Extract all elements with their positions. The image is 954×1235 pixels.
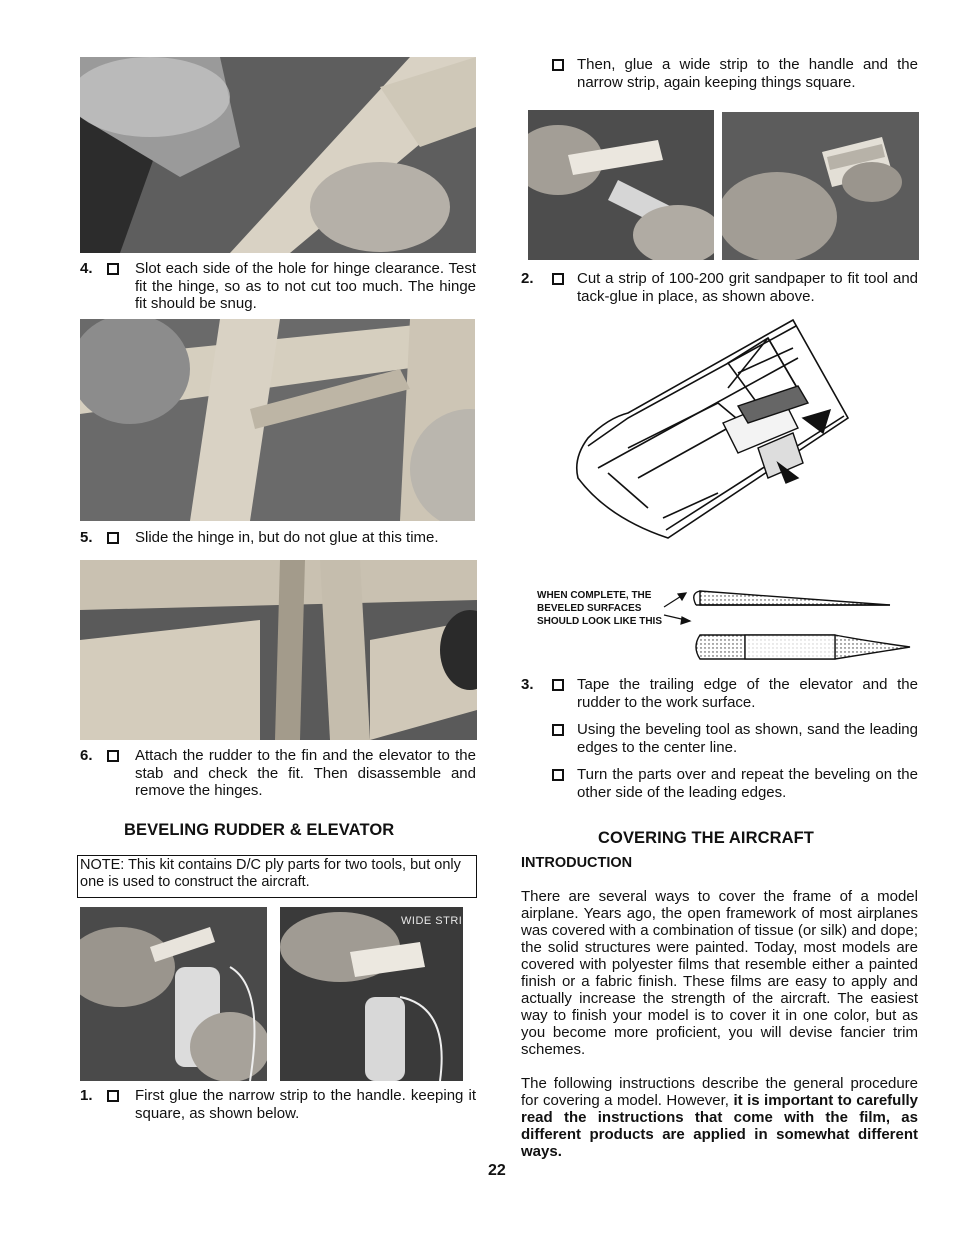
checkbox-icon[interactable] [107, 532, 119, 544]
photo-slotting-hinge [80, 57, 476, 253]
checkbox-icon[interactable] [107, 263, 119, 275]
step-text: Slot each side of the hole for hinge clearance. Test fit the hinge, so as to not cut too much. The hinge fit should be snug. [135, 260, 476, 312]
step-5 [80, 529, 476, 547]
substep-using-beveling-tool [550, 721, 918, 756]
checkbox-icon[interactable] [552, 724, 564, 736]
step-number: 4. [80, 260, 93, 277]
step-text: First glue the narrow strip to the handle. keeping it square, as shown below. [135, 1087, 476, 1122]
step-6 [80, 747, 476, 800]
photo-rudder-fit [80, 560, 477, 740]
step-number: 2. [521, 270, 534, 287]
step-text: Then, glue a wide strip to the handle and the narrow strip, again keeping things square. [577, 56, 918, 91]
step-2 [521, 270, 918, 305]
photo-glue-wide-strip [280, 907, 463, 1081]
paragraph-intro: There are several ways to cover the frame of a model airplane. Years ago, the open framework of most airplanes was covered with a combination of tissue (or silk) and dope; the solid structures were painted. Today, most models are covered with polyester films that resemble either a painted finish or a fabric finish. These films are easy to apply and actually increase the strength of the aircraft. The easiest way to finish your model is to cover it in one color, but as you become more proficient, you will devise fancier trim schemes. [521, 888, 918, 1058]
photo-glue-assembly [528, 110, 714, 260]
section-heading-beveling: BEVELING RUDDER & ELEVATOR [124, 821, 395, 839]
diagram-beveling-elevator [568, 318, 850, 546]
checkbox-icon[interactable] [552, 59, 564, 71]
paragraph-instructions [521, 1075, 918, 1160]
step-4 [80, 260, 476, 313]
paragraph-instructions-text: The following instructions describe the general procedure for covering a model. However, [521, 1075, 918, 1109]
photo-glue-narrow-strip [80, 907, 267, 1081]
step-number: 6. [80, 747, 93, 764]
step-text: Using the beveling tool as shown, sand the leading edges to the center line. [577, 721, 918, 756]
note-box: NOTE: This kit contains D/C ply parts for two tools, but only one is used to construct the aircraft. [77, 855, 477, 898]
substep-then-glue-wide [550, 56, 918, 91]
step-text: Turn the parts over and repeat the beveling on the other side of the leading edges. [577, 766, 918, 801]
step-number: 3. [521, 676, 534, 693]
photo-hinge-in-slot [80, 319, 475, 521]
subheading-introduction: INTRODUCTION [521, 855, 633, 871]
checkbox-icon[interactable] [107, 750, 119, 762]
checkbox-icon[interactable] [552, 769, 564, 781]
step-number: 5. [80, 529, 93, 546]
paragraph-instructions-emphasis: it is important to carefully read the instructions that come with the film, as different products are applied in somewhat different ways. [521, 1092, 918, 1160]
photo-sandpaper-tool [722, 112, 919, 260]
step-3 [521, 676, 918, 711]
step-text: Cut a strip of 100-200 grit sandpaper to fit tool and tack-glue in place, as shown above. [577, 270, 918, 305]
photo-label: WIDE STRI [401, 915, 463, 927]
checkbox-icon[interactable] [552, 273, 564, 285]
page-number: 22 [488, 1162, 506, 1179]
section-heading-covering: COVERING THE AIRCRAFT [598, 829, 814, 847]
step-text: Slide the hinge in, but do not glue at this time. [135, 529, 439, 546]
diagram-label-beveled: WHEN COMPLETE, THE BEVELED SURFACES SHOULD LOOK LIKE THIS [537, 590, 662, 627]
step-text: Attach the rudder to the fin and the elevator to the stab and check the fit. Then disassemble and remove the hinges. [135, 747, 476, 799]
diagram-beveled-surfaces [660, 575, 920, 665]
substep-turn-parts-over [550, 766, 918, 801]
checkbox-icon[interactable] [107, 1090, 119, 1102]
step-number: 1. [80, 1087, 93, 1104]
step-1 [80, 1087, 476, 1122]
step-text: Tape the trailing edge of the elevator and the rudder to the work surface. [577, 676, 918, 711]
checkbox-icon[interactable] [552, 679, 564, 691]
